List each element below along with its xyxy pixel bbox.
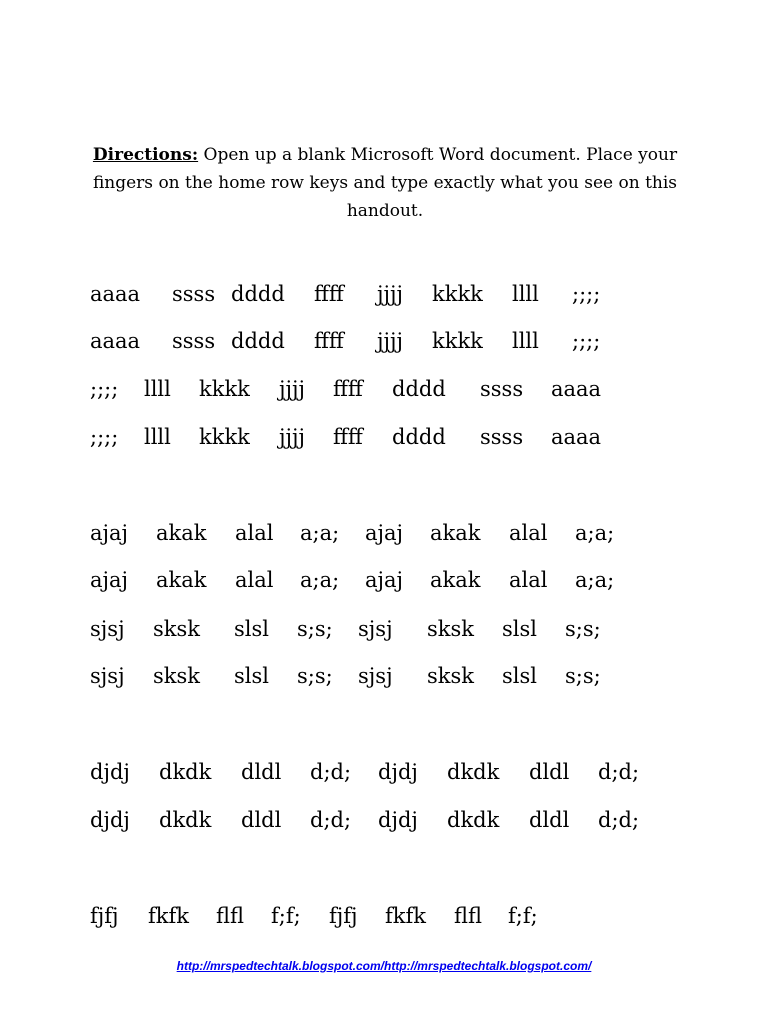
drill-row-4 <box>0 422 768 452</box>
drill-word: jjjj <box>279 377 306 401</box>
drill-word: djdj <box>378 808 418 832</box>
drill-word: sksk <box>427 664 475 688</box>
drill-word: ssss <box>172 282 216 306</box>
drill-word: ;;;; <box>572 329 601 353</box>
directions-text: Open up a blank Microsoft Word document. Place your fingers on the home row keys and type exactly what you see on this handout. <box>92 145 678 221</box>
drill-word: aaaa <box>90 329 141 353</box>
drill-word: s;s; <box>565 617 601 641</box>
drill-word: sjsj <box>358 664 393 688</box>
drill-word: llll <box>144 377 171 401</box>
drill-word: djdj <box>378 760 418 784</box>
drill-word: djdj <box>90 808 130 832</box>
drill-word: sksk <box>427 617 475 641</box>
drill-word: dddd <box>392 425 446 449</box>
drill-word: kkkk <box>432 282 483 306</box>
drill-word: a;a; <box>300 568 340 592</box>
drill-word: dddd <box>231 329 285 353</box>
drill-word: d;d; <box>598 760 640 784</box>
drill-word: dkdk <box>159 808 212 832</box>
drill-word: ajaj <box>365 568 404 592</box>
drill-word: sjsj <box>90 617 125 641</box>
drill-word: flfl <box>454 904 483 928</box>
drill-word: alal <box>509 521 548 545</box>
drill-word: jjjj <box>377 329 404 353</box>
drill-row-7 <box>0 614 768 644</box>
drill-word: djdj <box>90 760 130 784</box>
drill-word: llll <box>144 425 171 449</box>
drill-word: dddd <box>392 377 446 401</box>
drill-word: akak <box>156 521 207 545</box>
drill-word: jjjj <box>279 425 306 449</box>
drill-word: ajaj <box>90 568 129 592</box>
drill-row-8 <box>0 661 768 691</box>
drill-word: kkkk <box>199 377 250 401</box>
drill-word: ffff <box>333 377 363 401</box>
drill-word: ssss <box>480 425 524 449</box>
drill-word: aaaa <box>551 377 602 401</box>
drill-row-2 <box>0 326 768 356</box>
drill-word: slsl <box>234 617 269 641</box>
drill-word: ;;;; <box>90 377 119 401</box>
drill-word: sjsj <box>90 664 125 688</box>
drill-word: jjjj <box>377 282 404 306</box>
drill-word: akak <box>430 568 481 592</box>
drill-word: ;;;; <box>572 282 601 306</box>
drill-word: ssss <box>172 329 216 353</box>
drill-word: sksk <box>153 617 201 641</box>
drill-word: llll <box>512 282 539 306</box>
footer <box>0 959 768 973</box>
drill-word: ffff <box>314 329 344 353</box>
drill-word: ajaj <box>365 521 404 545</box>
drill-word: flfl <box>216 904 245 928</box>
drill-word: alal <box>235 521 274 545</box>
drill-word: s;s; <box>297 617 333 641</box>
drill-word: dkdk <box>447 760 500 784</box>
drill-word: aaaa <box>90 282 141 306</box>
drill-word: d;d; <box>310 760 352 784</box>
drill-word: ffff <box>333 425 363 449</box>
drill-word: dldl <box>241 760 282 784</box>
drill-row-11 <box>0 901 768 931</box>
drill-word: fkfk <box>148 904 189 928</box>
drill-word: ;;;; <box>90 425 119 449</box>
drill-word: llll <box>512 329 539 353</box>
drill-row-3 <box>0 374 768 404</box>
drill-word: s;s; <box>297 664 333 688</box>
drill-word: a;a; <box>300 521 340 545</box>
drill-word: f;f; <box>508 904 538 928</box>
drill-word: sksk <box>153 664 201 688</box>
drill-word: a;a; <box>575 568 615 592</box>
drill-word: dldl <box>529 808 570 832</box>
drill-word: akak <box>156 568 207 592</box>
directions-label: Directions: <box>92 145 199 165</box>
drill-word: slsl <box>502 664 537 688</box>
drill-row-6 <box>0 565 768 595</box>
drill-word: ajaj <box>90 521 129 545</box>
drill-word: akak <box>430 521 481 545</box>
drill-word: alal <box>509 568 548 592</box>
drill-word: f;f; <box>271 904 301 928</box>
drill-word: alal <box>235 568 274 592</box>
drill-word: fjfj <box>90 904 119 928</box>
drill-word: dldl <box>241 808 282 832</box>
drill-word: dldl <box>529 760 570 784</box>
drill-word: d;d; <box>310 808 352 832</box>
drill-word: slsl <box>502 617 537 641</box>
drill-word: ffff <box>314 282 344 306</box>
drill-word: kkkk <box>432 329 483 353</box>
drill-word: fkfk <box>385 904 426 928</box>
drill-row-9 <box>0 757 768 787</box>
drill-row-5 <box>0 518 768 548</box>
drill-word: fjfj <box>329 904 358 928</box>
drill-word: a;a; <box>575 521 615 545</box>
drill-row-10 <box>0 805 768 835</box>
drill-word: slsl <box>234 664 269 688</box>
drill-word: s;s; <box>565 664 601 688</box>
footer-blog-link[interactable]: http://mrspedtechtalk.blogspot.com/http://mrspedtechtalk.blogspot.com/ <box>176 959 592 973</box>
drill-word: d;d; <box>598 808 640 832</box>
directions-paragraph <box>90 141 680 225</box>
drill-word: kkkk <box>199 425 250 449</box>
drill-word: dkdk <box>447 808 500 832</box>
drill-word: dddd <box>231 282 285 306</box>
drill-word: dkdk <box>159 760 212 784</box>
drill-word: ssss <box>480 377 524 401</box>
drill-row-1 <box>0 279 768 309</box>
drill-word: aaaa <box>551 425 602 449</box>
drill-word: sjsj <box>358 617 393 641</box>
